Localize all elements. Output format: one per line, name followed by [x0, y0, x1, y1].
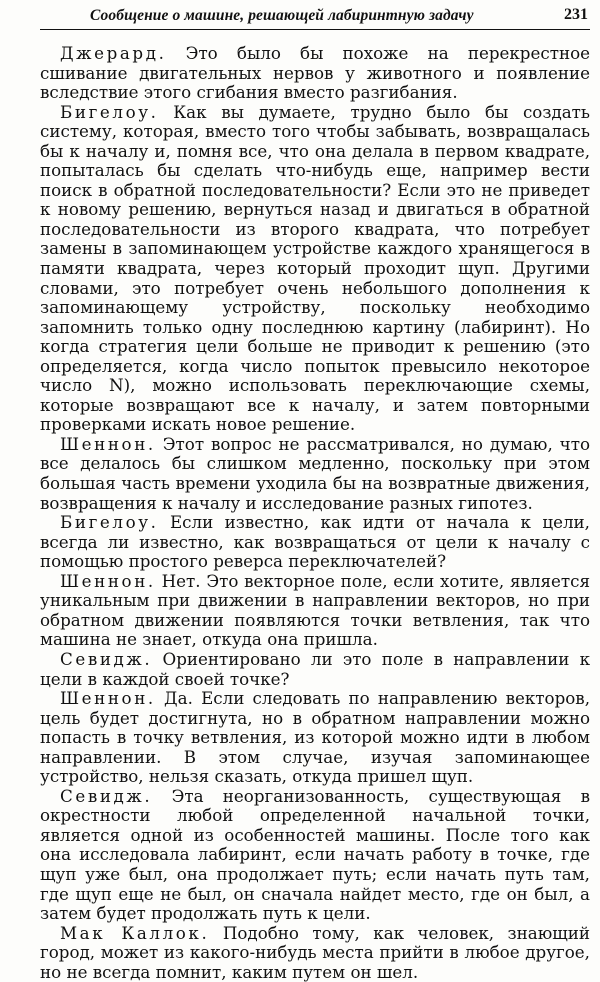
running-header — [40, 4, 590, 30]
paragraph-text: Если известно, как идти от начала к цели, всегда ли известно, как возвращаться от цели к началу с помощью простого реверса переключателей? — [40, 512, 590, 572]
dialogue-paragraph — [40, 650, 590, 689]
speaker-name: Бигелоу. — [60, 512, 159, 533]
speaker-name: Джерард. — [60, 43, 167, 63]
dialogue-paragraph — [40, 924, 590, 982]
dialogue-paragraph — [40, 103, 590, 435]
dialogue-paragraph — [40, 787, 590, 924]
paragraph-text: Как вы думаете, трудно было бы создать систему, которая, вместо того чтобы забывать, возвращалась бы к началу и, помня все, что она делала в первом квадрате, попыталась бы сделать что-нибудь еще, например вести поиск в обратной последовательности? Если это не приведет к новому решению, вернуться назад и двигаться в обратной последовательности из второго квадрата, что потребует замены в запоминающем устройстве каждого хранящегося в памяти квадрата, через который проходит щуп. Другими словами, это потребует очень небольшого дополнения к запоминающему устройству, поскольку необходимо запомнить только одну последнюю картину (лабиринт). Но когда стратегия цели больше не приводит к решению (это определяется, когда число попыток превысило некоторое число N), можно использовать переключающие схемы, которые возвращают все к началу, и затем повторными проверками искать новое решение. — [40, 101, 590, 435]
paragraph-text: Нет. Это векторное поле, если хотите, является уникальным при движении в направлении векторов, но при обратном движении появляются точки ветвления, так что машина не знает, откуда она пришла. — [40, 570, 590, 650]
speaker-name: Шеннон. — [60, 688, 156, 709]
paragraph-text: Это было бы похоже на перекрестное сшивание двигательных нервов у животного и появление вследствие этого сгибания вместо разгибания. — [40, 43, 590, 103]
paragraph-text: Да. Если следовать по направлению векторов, цель будет достигнута, но в обратном направлении можно попасть в точку ветвления, из которой можно идти в любом направлении. В этом случае, изучая запоминающее устройство, нельзя сказать, откуда пришел щуп. — [40, 688, 590, 787]
dialogue-paragraph — [40, 435, 590, 513]
dialogue-paragraph — [40, 572, 590, 650]
speaker-name: Мак Каллок. — [60, 922, 210, 943]
paragraph-text: Эта неорганизованность, существующая в окрестности любой определенной начальной точки, является одной из особенностей машины. После того как она исследовала лабиринт, если начать работу в точке, где щуп уже был, она продолжает путь; если начать путь там, где щуп еще не был, он сначала найдет место, где он был, а затем будет продолжать путь к цели. — [40, 785, 590, 924]
speaker-name: Шеннон. — [60, 570, 156, 591]
speaker-name: Севидж. — [60, 648, 153, 669]
paragraph-text: Подобно тому, как человек, знающий город, может из какого-нибудь места прийти в любое другое, но не всегда помнит, каким путем он шел. — [40, 922, 590, 982]
speaker-name: Севидж. — [60, 785, 153, 806]
speaker-name: Бигелоу. — [60, 101, 159, 122]
dialogue-paragraph — [40, 689, 590, 787]
page-number: 231 — [564, 6, 588, 23]
running-title: Сообщение о машине, решающей лабиринтную задачу — [90, 7, 474, 24]
paragraph-text: Ориентировано ли это поле в направлении к цели в каждой своей точке? — [40, 648, 590, 689]
speaker-name: Шеннон. — [60, 433, 156, 454]
dialogue-paragraph — [40, 513, 590, 572]
dialogue-paragraph — [40, 44, 590, 103]
book-page — [40, 4, 590, 982]
paragraph-text: Этот вопрос не рассматривался, но думаю, что все делалось бы слишком медленно, поскольку при этом большая часть времени уходила бы на возвратные движения, возвращения к началу и исследование разных гипотез. — [40, 433, 590, 513]
dialogue-body — [40, 44, 590, 982]
